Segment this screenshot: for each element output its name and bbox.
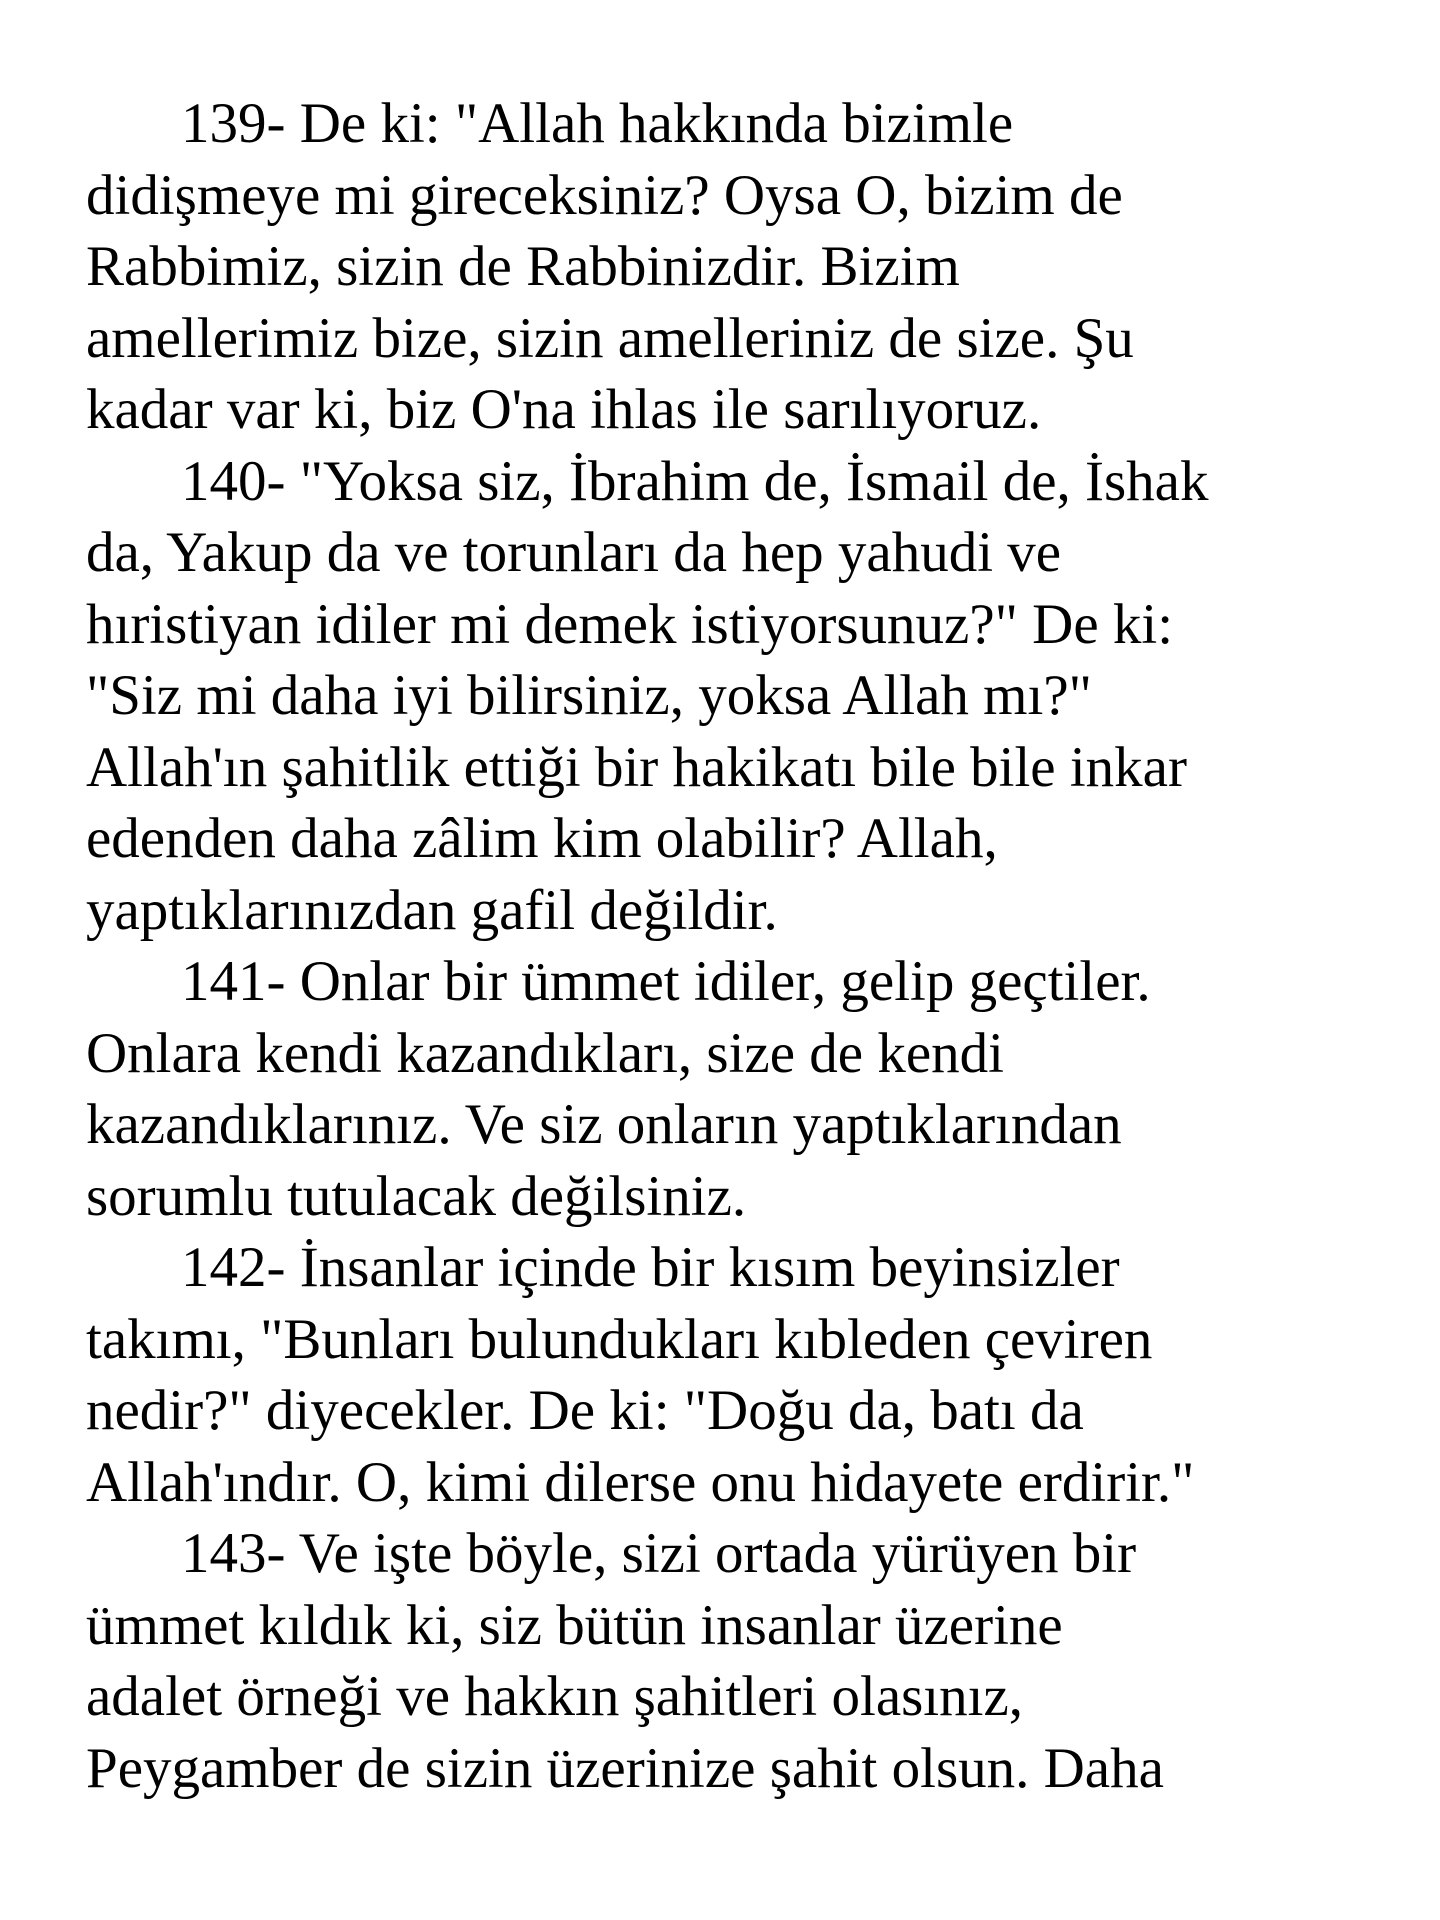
- verse-text-block: [86, 88, 1386, 1804]
- verse-139-line-4: amellerimiz bize, sizin amelleriniz de size. Şu: [86, 306, 1134, 370]
- verse-143-line-1: 143- Ve işte böyle, sizi ortada yürüyen bir: [181, 1522, 1137, 1585]
- verse-142-line-3: nedir?" diyecekler. De ki: "Doğu da, batı da: [86, 1379, 1084, 1442]
- verse-142-line-2: takımı, "Bunları bulundukları kıbleden çeviren: [86, 1307, 1153, 1371]
- verse-140-line-2: da, Yakup da ve torunları da hep yahudi ve: [86, 521, 1062, 584]
- verse-139-line-3: Rabbimiz, sizin de Rabbinizdir. Bizim: [86, 235, 960, 298]
- verse-141-line-1: 141- Onlar bir ümmet idiler, gelip geçtiler.: [181, 950, 1151, 1013]
- verse-139-line-5: kadar var ki, biz O'na ihlas ile sarılıyoruz.: [86, 378, 1042, 441]
- verse-143-line-2: ümmet kıldık ki, siz bütün insanlar üzerine: [86, 1593, 1063, 1657]
- verse-143-line-3: adalet örneği ve hakkın şahitleri olasınız,: [86, 1665, 1024, 1728]
- verse-143-line-4: Peygamber de sizin üzerinize şahit olsun. Daha: [86, 1736, 1164, 1800]
- verse-140-line-6: edenden daha zâlim kim olabilir? Allah,: [86, 807, 998, 870]
- verse-140-line-5: Allah'ın şahitlik ettiği bir hakikatı bile bile inkar: [86, 735, 1187, 799]
- verse-141-line-2: Onlara kendi kazandıkları, size de kendi: [86, 1021, 1004, 1085]
- verse-140-line-3: hıristiyan idiler mi demek istiyorsunuz?" De ki:: [86, 592, 1174, 656]
- verse-140-line-7: yaptıklarınızdan gafil değildir.: [86, 878, 778, 942]
- verse-142-line-1: 142- İnsanlar içinde bir kısım beyinsizler: [181, 1236, 1120, 1299]
- verse-140-line-1: 140- "Yoksa siz, İbrahim de, İsmail de, İshak: [181, 449, 1209, 513]
- verse-141-line-4: sorumlu tutulacak değilsiniz.: [86, 1164, 747, 1228]
- verse-139-line-1: 139- De ki: "Allah hakkında bizimle: [181, 92, 1014, 155]
- verse-142-line-4: Allah'ındır. O, kimi dilerse onu hidayete erdirir.": [86, 1450, 1195, 1514]
- verse-141-line-3: kazandıklarınız. Ve siz onların yaptıklarından: [86, 1093, 1122, 1156]
- verse-139-line-2: didişmeye mi gireceksiniz? Oysa O, bizim de: [86, 163, 1123, 227]
- verse-140-line-4: "Siz mi daha iyi bilirsiniz, yoksa Allah mı?": [86, 664, 1092, 727]
